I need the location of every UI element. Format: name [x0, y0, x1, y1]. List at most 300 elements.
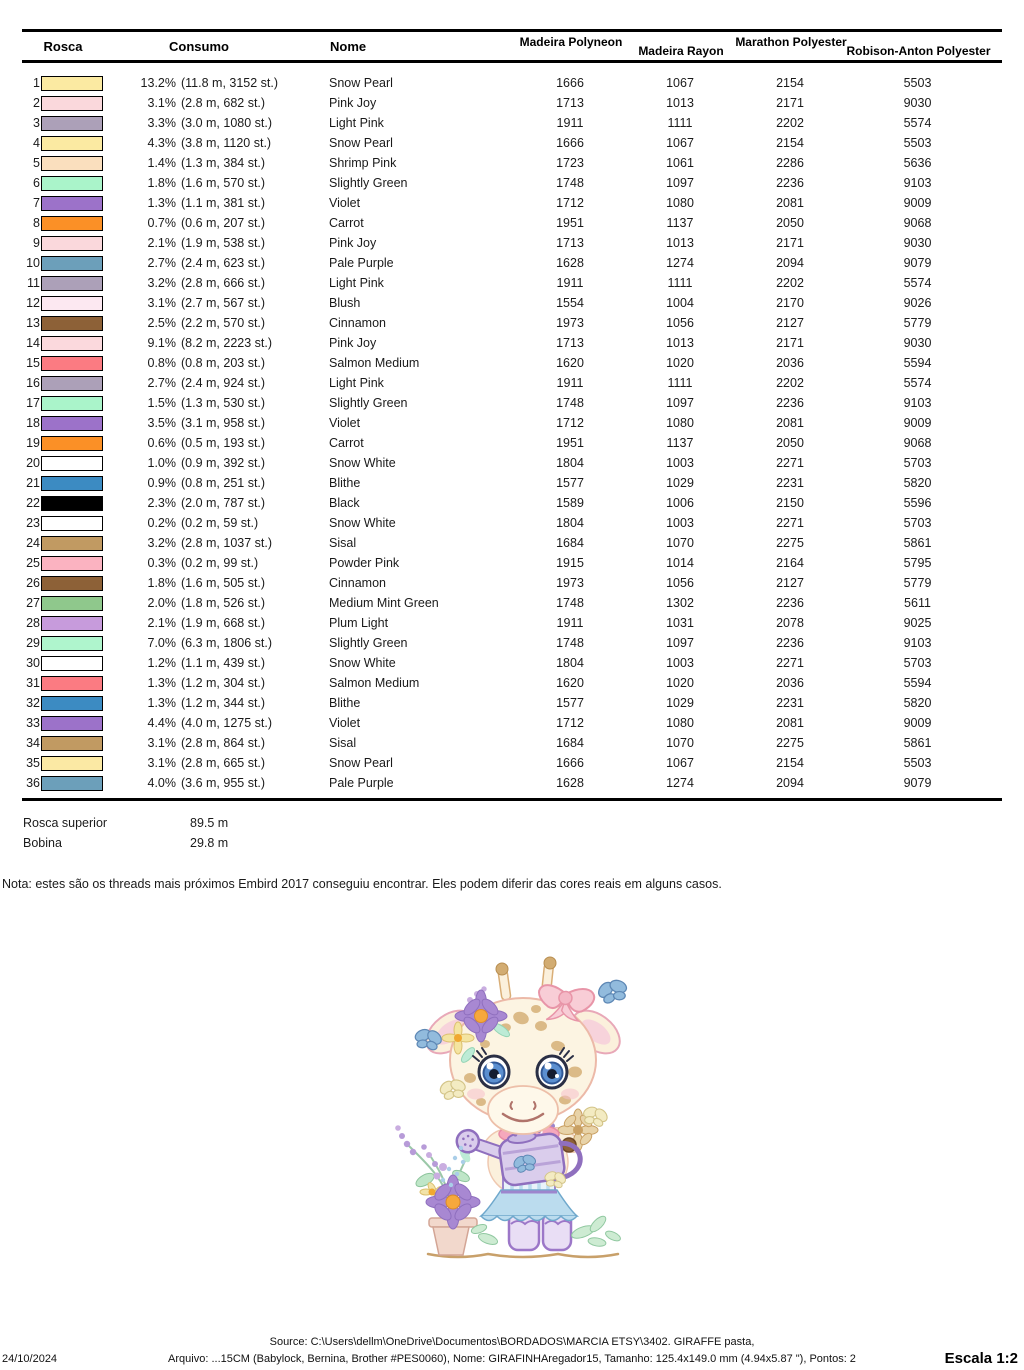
thread-number: 36 [26, 776, 40, 790]
thread-number: 6 [33, 176, 40, 190]
thread-color-swatch [41, 456, 103, 471]
consumption-percent: 0.9% [147, 476, 176, 490]
consumption-percent: 3.1% [147, 736, 176, 750]
marathon-polyester-code: 2127 [776, 576, 804, 590]
madeira-rayon-code: 1014 [666, 556, 694, 570]
table-row [22, 113, 1002, 133]
thread-name: Slightly Green [329, 636, 408, 650]
madeira-rayon-code: 1031 [666, 616, 694, 630]
thread-name: Light Pink [329, 116, 384, 130]
thread-number: 30 [26, 656, 40, 670]
thread-number: 34 [26, 736, 40, 750]
consumption-percent: 13.2% [140, 76, 176, 90]
madeira-polyneon-code: 1911 [556, 616, 584, 630]
header-rosca: Rosca [43, 38, 83, 54]
thread-name: Salmon Medium [329, 356, 420, 370]
marathon-polyester-code: 2236 [776, 636, 804, 650]
thread-name: Snow White [329, 516, 396, 530]
thread-number: 8 [33, 216, 40, 230]
consumption-detail: (0.8 m, 203 st.) [181, 356, 266, 370]
header-marathon-polyester-label: Marathon Polyester [735, 35, 847, 49]
marathon-polyester-code: 2127 [776, 316, 804, 330]
marathon-polyester-code: 2164 [776, 556, 804, 570]
consumption-percent: 2.0% [147, 596, 176, 610]
madeira-polyneon-code: 1915 [556, 556, 584, 570]
consumption-percent: 3.2% [147, 536, 176, 550]
marathon-polyester-code: 2202 [776, 376, 804, 390]
consumption-percent: 1.8% [147, 576, 176, 590]
thread-number: 31 [26, 676, 40, 690]
marathon-polyester-code: 2286 [776, 156, 804, 170]
marathon-polyester-code: 2231 [776, 476, 804, 490]
marathon-polyester-code: 2171 [776, 336, 804, 350]
consumption-detail: (2.0 m, 787 st.) [181, 496, 266, 510]
table-row [22, 493, 1002, 513]
table-row [22, 753, 1002, 773]
madeira-rayon-code: 1056 [666, 316, 694, 330]
marathon-polyester-code: 2154 [776, 136, 804, 150]
madeira-rayon-code: 1097 [666, 636, 694, 650]
thread-number: 23 [26, 516, 40, 530]
madeira-rayon-code: 1137 [666, 216, 694, 230]
madeira-polyneon-code: 1713 [556, 236, 584, 250]
robison-anton-code: 5574 [903, 116, 932, 130]
bobina-row [23, 833, 1024, 853]
table-row [22, 653, 1002, 673]
header-nome: Nome [330, 38, 367, 54]
robison-anton-code: 9079 [903, 776, 932, 790]
thread-name: Carrot [329, 216, 364, 230]
thread-name: Snow Pearl [329, 136, 393, 150]
madeira-polyneon-code: 1577 [556, 696, 584, 710]
madeira-rayon-code: 1067 [666, 136, 694, 150]
marathon-polyester-code: 2050 [776, 436, 804, 450]
thread-name: Violet [329, 196, 361, 210]
marathon-polyester-code: 2036 [776, 356, 804, 370]
consumption-detail: (2.4 m, 623 st.) [181, 256, 266, 270]
madeira-rayon-code: 1003 [666, 516, 694, 530]
thread-color-swatch [41, 776, 103, 791]
thread-number: 21 [26, 476, 40, 490]
madeira-polyneon-code: 1684 [556, 736, 584, 750]
robison-anton-code: 9026 [903, 296, 932, 310]
table-row [22, 673, 1002, 693]
consumption-detail: (0.6 m, 207 st.) [181, 216, 266, 230]
madeira-polyneon-code: 1666 [556, 756, 584, 770]
header-robison-anton-label: Robison-Anton Polyester [846, 44, 991, 58]
madeira-rayon-code: 1020 [666, 356, 694, 370]
thread-name: Medium Mint Green [329, 596, 439, 610]
thread-totals [23, 813, 1024, 853]
thread-number: 19 [26, 436, 40, 450]
robison-anton-code: 5779 [903, 316, 932, 330]
thread-color-swatch [41, 316, 103, 331]
report-date: 24/10/2024 [2, 1353, 58, 1365]
madeira-polyneon-code: 1951 [556, 216, 584, 230]
embird-note: Nota: estes são os threads mais próximos Embird 2017 conseguiu encontrar. Eles podem diferir das cores reais em alguns casos. [2, 877, 722, 891]
madeira-rayon-code: 1004 [666, 296, 694, 310]
marathon-polyester-code: 2171 [776, 236, 804, 250]
madeira-polyneon-code: 1577 [556, 476, 584, 490]
thread-color-swatch [41, 416, 103, 431]
thread-number: 18 [26, 416, 40, 430]
consumption-percent: 1.3% [147, 696, 176, 710]
table-row [22, 433, 1002, 453]
thread-number: 15 [26, 356, 40, 370]
madeira-polyneon-code: 1628 [556, 776, 584, 790]
table-row [22, 513, 1002, 533]
thread-color-swatch [41, 296, 103, 311]
madeira-rayon-code: 1080 [666, 416, 694, 430]
thread-color-swatch [41, 516, 103, 531]
robison-anton-code: 5574 [903, 276, 932, 290]
thread-name: Pink Joy [329, 96, 377, 110]
robison-anton-code: 5503 [903, 136, 932, 150]
marathon-polyester-code: 2236 [776, 596, 804, 610]
thread-number: 2 [33, 96, 40, 110]
madeira-rayon-code: 1070 [666, 536, 694, 550]
table-row [22, 193, 1002, 213]
consumption-detail: (1.1 m, 381 st.) [181, 196, 266, 210]
madeira-rayon-code: 1070 [666, 736, 694, 750]
consumption-detail: (0.8 m, 251 st.) [181, 476, 266, 490]
madeira-rayon-code: 1013 [666, 336, 694, 350]
thread-name: Black [329, 496, 360, 510]
madeira-rayon-code: 1013 [666, 96, 694, 110]
consumption-detail: (0.9 m, 392 st.) [181, 456, 266, 470]
consumption-percent: 1.8% [147, 176, 176, 190]
thread-number: 3 [33, 116, 40, 130]
thread-number: 12 [26, 296, 40, 310]
robison-anton-code: 5611 [904, 596, 931, 610]
madeira-polyneon-code: 1973 [556, 576, 584, 590]
consumption-detail: (1.2 m, 344 st.) [181, 696, 266, 710]
consumption-percent: 2.3% [147, 496, 176, 510]
header-madeira-rayon [636, 44, 726, 60]
source-path: Source: C:\Users\dellm\OneDrive\Documentos\BORDADOS\MARCIA ETSY\3402. GIRAFFE pasta, [269, 1336, 755, 1348]
consumption-percent: 3.2% [147, 276, 176, 290]
consumption-percent: 3.1% [147, 756, 176, 770]
thread-color-swatch [41, 616, 103, 631]
thread-number: 24 [26, 536, 40, 550]
madeira-rayon-code: 1013 [666, 236, 694, 250]
marathon-polyester-code: 2171 [776, 96, 804, 110]
madeira-polyneon-code: 1620 [556, 356, 584, 370]
consumption-detail: (1.6 m, 505 st.) [181, 576, 266, 590]
rosca-superior-value: 89.5 m [190, 816, 229, 830]
thread-color-swatch [41, 236, 103, 251]
consumption-detail: (3.6 m, 955 st.) [181, 776, 266, 790]
thread-number: 5 [33, 156, 40, 170]
madeira-rayon-code: 1274 [666, 776, 694, 790]
marathon-polyester-code: 2081 [776, 196, 804, 210]
consumption-percent: 4.4% [147, 716, 176, 730]
thread-name: Sisal [329, 536, 357, 550]
thread-color-swatch [41, 736, 103, 751]
robison-anton-code: 5820 [903, 696, 932, 710]
thread-table [22, 29, 1002, 801]
consumption-detail: (11.8 m, 3152 st.) [181, 76, 279, 90]
thread-number: 7 [33, 196, 40, 210]
thread-name: Blush [329, 296, 361, 310]
table-row [22, 413, 1002, 433]
madeira-polyneon-code: 1628 [556, 256, 584, 270]
marathon-polyester-code: 2170 [776, 296, 804, 310]
rosca-superior-label: Rosca superior [23, 816, 108, 830]
thread-color-swatch [41, 136, 103, 151]
thread-name: Cinnamon [329, 576, 386, 590]
marathon-polyester-code: 2154 [776, 76, 804, 90]
madeira-polyneon-code: 1911 [556, 116, 584, 130]
consumption-percent: 0.6% [147, 436, 176, 450]
consumption-percent: 2.7% [147, 376, 176, 390]
marathon-polyester-code: 2078 [776, 616, 804, 630]
consumption-detail: (1.3 m, 530 st.) [181, 396, 266, 410]
table-row [22, 733, 1002, 753]
consumption-percent: 2.1% [147, 616, 176, 630]
madeira-polyneon-code: 1911 [556, 376, 584, 390]
consumption-percent: 4.0% [147, 776, 176, 790]
madeira-rayon-code: 1097 [666, 176, 694, 190]
robison-anton-code: 5703 [903, 456, 932, 470]
thread-color-swatch [41, 216, 103, 231]
consumption-percent: 1.2% [147, 656, 176, 670]
robison-anton-code: 9103 [903, 176, 932, 190]
bobina-label: Bobina [23, 836, 62, 850]
consumption-detail: (1.2 m, 304 st.) [181, 676, 266, 690]
madeira-polyneon-code: 1713 [556, 336, 584, 350]
consumption-detail: (2.8 m, 666 st.) [181, 276, 266, 290]
thread-color-swatch [41, 356, 103, 371]
thread-color-swatch [41, 476, 103, 491]
consumption-detail: (3.0 m, 1080 st.) [181, 116, 273, 130]
robison-anton-code: 9009 [903, 416, 932, 430]
robison-anton-code: 9009 [903, 196, 932, 210]
consumption-detail: (2.2 m, 570 st.) [181, 316, 266, 330]
madeira-rayon-code: 1029 [666, 696, 694, 710]
marathon-polyester-code: 2271 [776, 656, 804, 670]
thread-number: 33 [26, 716, 40, 730]
thread-number: 14 [26, 336, 40, 350]
thread-color-swatch [41, 436, 103, 451]
thread-number: 35 [26, 756, 40, 770]
consumption-detail: (1.3 m, 384 st.) [181, 156, 266, 170]
consumption-detail: (3.1 m, 958 st.) [181, 416, 266, 430]
madeira-rayon-code: 1067 [666, 76, 694, 90]
thread-color-swatch [41, 656, 103, 671]
consumption-detail: (0.2 m, 59 st.) [181, 516, 259, 530]
thread-color-swatch [41, 156, 103, 171]
consumption-percent: 0.3% [147, 556, 176, 570]
table-header [22, 32, 1002, 60]
madeira-polyneon-code: 1804 [556, 656, 584, 670]
madeira-rayon-code: 1111 [667, 376, 693, 390]
madeira-polyneon-code: 1713 [556, 96, 584, 110]
consumption-detail: (6.3 m, 1806 st.) [181, 636, 273, 650]
robison-anton-code: 5596 [903, 496, 932, 510]
consumption-percent: 1.5% [147, 396, 176, 410]
robison-anton-code: 9068 [903, 436, 932, 450]
thread-color-swatch [41, 276, 103, 291]
robison-anton-code: 5861 [903, 536, 932, 550]
marathon-polyester-code: 2150 [776, 496, 804, 510]
thread-color-swatch [41, 576, 103, 591]
consumption-percent: 1.4% [147, 156, 176, 170]
consumption-detail: (1.9 m, 538 st.) [181, 236, 266, 250]
marathon-polyester-code: 2081 [776, 416, 804, 430]
thread-name: Sisal [329, 736, 357, 750]
thread-color-swatch [41, 496, 103, 511]
thread-number: 4 [33, 136, 40, 150]
thread-color-swatch [41, 196, 103, 211]
robison-anton-code: 5503 [903, 756, 932, 770]
consumption-detail: (1.9 m, 668 st.) [181, 616, 266, 630]
thread-name: Snow Pearl [329, 756, 393, 770]
thread-name: Plum Light [329, 616, 389, 630]
consumption-percent: 2.7% [147, 256, 176, 270]
thread-name: Cinnamon [329, 316, 386, 330]
consumption-detail: (2.8 m, 1037 st.) [181, 536, 273, 550]
marathon-polyester-code: 2202 [776, 276, 804, 290]
consumption-detail: (2.8 m, 665 st.) [181, 756, 266, 770]
robison-anton-code: 9079 [903, 256, 932, 270]
scale-label: Escala 1:2 [944, 1350, 1018, 1367]
table-row [22, 553, 1002, 573]
marathon-polyester-code: 2271 [776, 516, 804, 530]
consumption-detail: (3.8 m, 1120 st.) [181, 136, 272, 150]
consumption-percent: 1.0% [147, 456, 176, 470]
madeira-polyneon-code: 1911 [556, 276, 584, 290]
madeira-rayon-code: 1003 [666, 456, 694, 470]
marathon-polyester-code: 2094 [776, 256, 804, 270]
madeira-polyneon-code: 1712 [556, 716, 584, 730]
thread-name: Snow White [329, 456, 396, 470]
header-madeira-polyneon [506, 32, 636, 49]
madeira-polyneon-code: 1666 [556, 136, 584, 150]
consumption-detail: (0.5 m, 193 st.) [181, 436, 266, 450]
robison-anton-code: 5594 [903, 356, 932, 370]
robison-anton-code: 9103 [903, 396, 932, 410]
table-row [22, 213, 1002, 233]
consumption-percent: 9.1% [147, 336, 176, 350]
header-madeira-rayon-label: Madeira Rayon [638, 44, 724, 58]
table-row [22, 353, 1002, 373]
table-row [22, 333, 1002, 353]
consumption-detail: (8.2 m, 2223 st.) [181, 336, 273, 350]
header-madeira-polyneon-label: Madeira Polyneon [519, 35, 623, 49]
thread-color-swatch [41, 756, 103, 771]
madeira-rayon-code: 1003 [666, 656, 694, 670]
consumption-detail: (1.6 m, 570 st.) [181, 176, 266, 190]
thread-color-swatch [41, 116, 103, 131]
consumption-percent: 3.3% [147, 116, 176, 130]
thread-number: 1 [33, 76, 40, 90]
table-row [22, 133, 1002, 153]
table-row [22, 693, 1002, 713]
thread-color-swatch [41, 376, 103, 391]
thread-color-swatch [41, 636, 103, 651]
madeira-rayon-code: 1111 [667, 116, 693, 130]
consumption-detail: (1.8 m, 526 st.) [181, 596, 266, 610]
madeira-polyneon-code: 1666 [556, 76, 584, 90]
consumption-percent: 3.1% [147, 296, 176, 310]
thread-name: Blithe [329, 696, 361, 710]
file-info: Arquivo: ...15CM (Babylock, Bernina, Brother #PES0060), Nome: GIRAFINHAregador15, Tamanho: 125.4x149.0 mm (4.94x5.87 "), Pontos: 2 [168, 1353, 856, 1365]
thread-number: 29 [26, 636, 40, 650]
marathon-polyester-code: 2154 [776, 756, 804, 770]
madeira-polyneon-code: 1748 [556, 596, 584, 610]
thread-name: Blithe [329, 476, 361, 490]
madeira-polyneon-code: 1748 [556, 396, 584, 410]
thread-color-swatch [41, 96, 103, 111]
consumption-percent: 3.1% [147, 96, 176, 110]
madeira-polyneon-code: 1554 [556, 296, 584, 310]
madeira-rayon-code: 1080 [666, 716, 694, 730]
thread-name: Violet [329, 716, 361, 730]
thread-color-swatch [41, 596, 103, 611]
robison-anton-code: 9009 [903, 716, 932, 730]
consumption-detail: (1.1 m, 439 st.) [181, 656, 266, 670]
thread-name: Slightly Green [329, 176, 408, 190]
thread-name: Slightly Green [329, 396, 408, 410]
madeira-rayon-code: 1080 [666, 196, 694, 210]
table-row [22, 453, 1002, 473]
madeira-rayon-code: 1274 [666, 256, 694, 270]
table-row [22, 273, 1002, 293]
thread-name: Powder Pink [329, 556, 400, 570]
robison-anton-code: 9103 [903, 636, 932, 650]
marathon-polyester-code: 2081 [776, 716, 804, 730]
thread-number: 25 [26, 556, 40, 570]
table-row [22, 773, 1002, 793]
madeira-rayon-code: 1111 [667, 276, 693, 290]
madeira-rayon-code: 1020 [666, 676, 694, 690]
consumption-detail: (4.0 m, 1275 st.) [181, 716, 273, 730]
table-row [22, 233, 1002, 253]
consumption-percent: 3.5% [147, 416, 176, 430]
table-row [22, 613, 1002, 633]
consumption-percent: 7.0% [147, 636, 176, 650]
thread-number: 9 [33, 236, 40, 250]
consumption-percent: 0.2% [147, 516, 176, 530]
consumption-detail: (2.8 m, 864 st.) [181, 736, 266, 750]
madeira-polyneon-code: 1748 [556, 176, 584, 190]
giraffe-embroidery-graphic [373, 952, 673, 1282]
madeira-polyneon-code: 1723 [556, 156, 584, 170]
madeira-rayon-code: 1137 [666, 436, 694, 450]
thread-number: 22 [26, 496, 40, 510]
thread-rows [22, 63, 1002, 793]
thread-name: Violet [329, 416, 361, 430]
thread-number: 13 [26, 316, 40, 330]
thread-name: Snow White [329, 656, 396, 670]
madeira-polyneon-code: 1620 [556, 676, 584, 690]
header-consumo: Consumo [169, 38, 229, 54]
table-row [22, 393, 1002, 413]
thread-number: 11 [27, 276, 40, 290]
table-row [22, 593, 1002, 613]
madeira-polyneon-code: 1748 [556, 636, 584, 650]
robison-anton-code: 5636 [903, 156, 932, 170]
madeira-rayon-code: 1302 [666, 596, 694, 610]
madeira-polyneon-code: 1712 [556, 196, 584, 210]
thread-number: 28 [26, 616, 40, 630]
marathon-polyester-code: 2050 [776, 216, 804, 230]
thread-color-swatch [41, 176, 103, 191]
rosca-superior-row [23, 813, 1024, 833]
thread-color-swatch [41, 396, 103, 411]
embroidery-design-image [373, 952, 673, 1282]
